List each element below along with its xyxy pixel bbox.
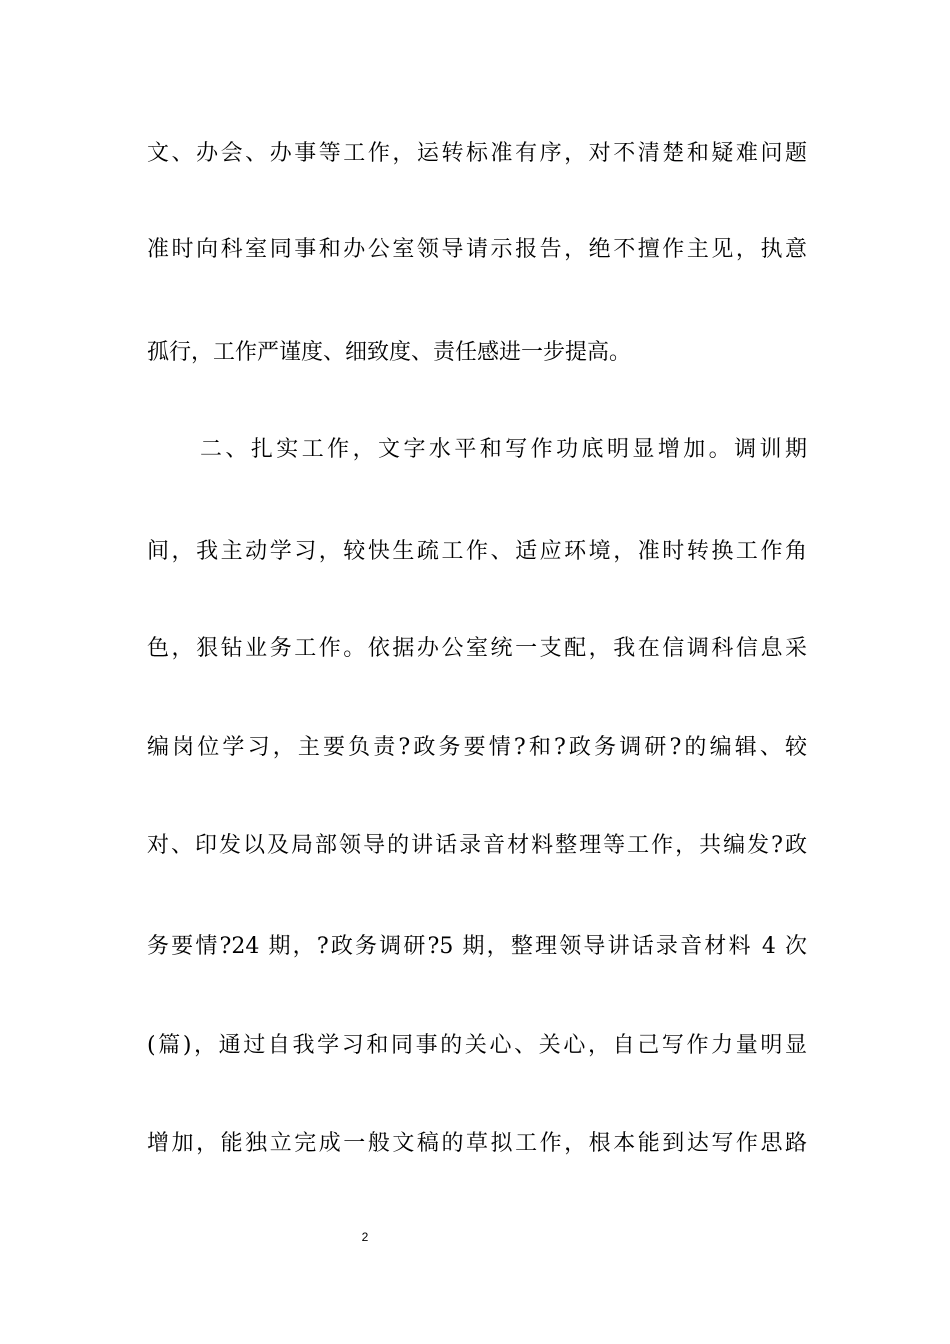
text-line-9: 务要情?24 期，?政务调研?5 期，整理领导讲话录音材料 4 次	[147, 934, 807, 959]
text-line-11: 增加，能独立完成一般文稿的草拟工作，根本能到达写作思路	[147, 1131, 807, 1156]
text-line-10: (篇)，通过自我学习和同事的关心、关心，自己写作力量明显	[147, 1033, 807, 1058]
text-line-8: 对、印发以及局部领导的讲话录音材料整理等工作，共编发?政	[147, 833, 807, 858]
text-line-7: 编岗位学习，主要负责?政务要情?和?政务调研?的编辑、较	[147, 735, 807, 760]
text-line-4-section-heading: 二、扎实工作，文字水平和写作功底明显增加。调训期	[200, 437, 807, 462]
page-number: 2	[361, 1230, 369, 1244]
text-line-2: 准时向科室同事和办公室领导请示报告，绝不擅作主见，执意	[147, 237, 807, 262]
text-line-6: 色，狠钻业务工作。依据办公室统一支配，我在信调科信息采	[147, 636, 807, 661]
text-line-3: 孤行，工作严谨度、细致度、责任感进一步提高。	[147, 340, 632, 365]
text-line-5: 间，我主动学习，较快生疏工作、适应环境，准时转换工作角	[147, 539, 807, 564]
text-line-1: 文、办会、办事等工作，运转标准有序，对不清楚和疑难问题	[147, 141, 807, 166]
